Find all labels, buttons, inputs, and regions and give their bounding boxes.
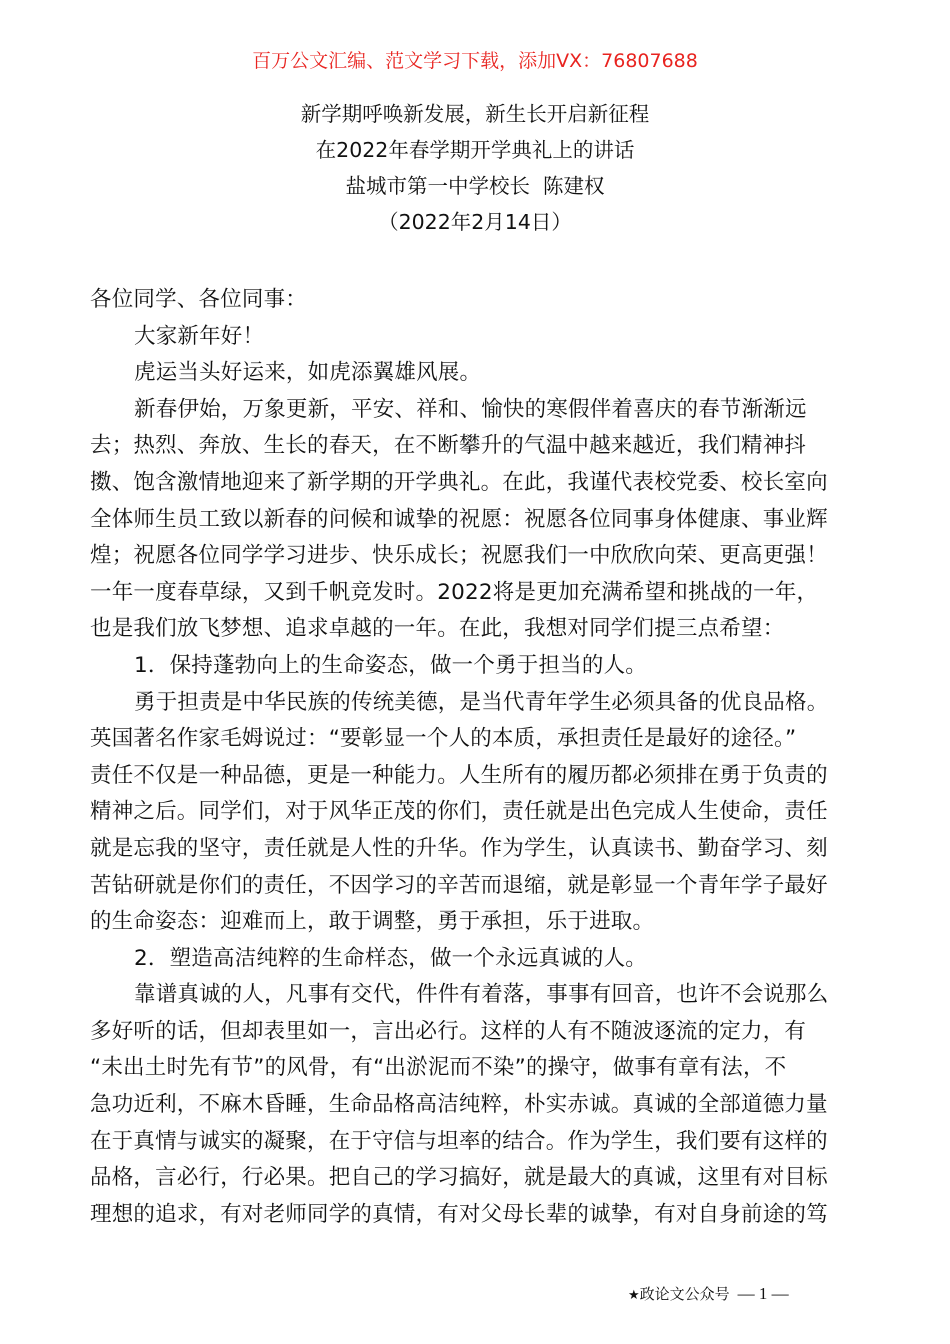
speech-title: 新学期呼唤新发展，新生长开启新征程 [300, 102, 650, 126]
paragraph-line: 靠谱真诚的人，凡事有交代，件件有着落，事事有回音，也许不会说那么 [134, 982, 829, 1008]
section-heading-1: 1．保持蓬勃向上的生命姿态，做一个勇于担当的人。 [134, 652, 647, 678]
paragraph-line: 去；热烈、奔放、生长的春天，在不断攀升的气温中越来越近，我们精神抖 [90, 433, 807, 459]
paragraph-line: 虎运当头好运来，如虎添翼雄风展。 [134, 360, 482, 386]
paragraph-line: 急功近利，不麻木昏睡，生命品格高洁纯粹，朴实赤诚。真诚的全部道德力量 [90, 1092, 828, 1118]
salutation: 各位同学、各位同事： [90, 287, 308, 312]
paragraph-line: 品格，言必行，行必果。把自己的学习搞好，就是最大的真诚，这里有对目标 [90, 1165, 828, 1191]
paragraph-line: 擞、饱含激情地迎来了新学期的开学典礼。在此，我谨代表校党委、校长室向 [90, 469, 828, 495]
watermark-banner: 百万公文汇编、范文学习下载，添加VX：76807688 [252, 50, 698, 72]
paragraph-line: 的生命姿态：迎难而上，敢于调整，勇于承担，乐于进取。 [90, 909, 655, 935]
paragraph-line: 一年一度春草绿，又到千帆竞发时。2022将是更加充满希望和挑战的一年， [90, 579, 819, 605]
paragraph-line: 勇于担责是中华民族的传统美德，是当代青年学生必须具备的优良品格。 [134, 689, 829, 715]
page-footer [628, 1283, 789, 1304]
paragraph-line: 大家新年好！ [134, 323, 265, 349]
paragraph-line: 新春伊始，万象更新，平安、祥和、愉快的寒假伴着喜庆的春节渐渐远 [134, 396, 807, 422]
paragraph-line: “未出土时先有节”的风骨，有“出淤泥而不染”的操守，做事有章有法，不 [90, 1055, 787, 1081]
paragraph-line: 理想的追求，有对老师同学的真情，有对父母长辈的诚挚，有对自身前途的笃 [90, 1201, 828, 1227]
paragraph-line: 精神之后。同学们，对于风华正茂的你们，责任就是出色完成人生使命，责任 [90, 799, 828, 825]
paragraph-line: 苦钻研就是你们的责任，不因学习的辛苦而退缩，就是彰显一个青年学子最好 [90, 872, 828, 898]
paragraph-line: 多好听的话，但却表里如一，言出必行。这样的人有不随波逐流的定力，有 [90, 1018, 807, 1044]
paragraph-line: 煌；祝愿各位同学学习进步、快乐成长；祝愿我们一中欣欣向荣、更高更强！ [90, 543, 828, 569]
paragraph-line: 英国著名作家毛姆说过：“要彰显一个人的本质，承担责任是最好的途径。” [90, 726, 797, 752]
paragraph-line: 责任不仅是一种品德，更是一种能力。人生所有的履历都必须排在勇于负责的 [90, 762, 828, 788]
star-icon: ★ [628, 1288, 640, 1303]
speech-date: （2022年2月14日） [378, 210, 572, 234]
paragraph-line: 也是我们放飞梦想、追求卓越的一年。在此，我想对同学们提三点希望： [90, 616, 785, 642]
title-block [0, 96, 950, 240]
paragraph-line: 全体师生员工致以新春的问候和诚挚的祝愿：祝愿各位同事身体健康、事业辉 [90, 506, 828, 532]
footer-source: 政论文公众号 [639, 1285, 730, 1303]
body-text [90, 282, 862, 1233]
paragraph-line: 在于真情与诚实的凝聚，在于守信与坦率的结合。作为学生，我们要有这样的 [90, 1128, 828, 1154]
section-heading-2: 2．塑造高洁纯粹的生命样态，做一个永远真诚的人。 [134, 945, 647, 971]
page-number: — 1 — [737, 1284, 789, 1303]
speech-subtitle: 在2022年春学期开学典礼上的讲话 [315, 138, 635, 162]
paragraph-line: 就是忘我的坚守，责任就是人性的升华。作为学生，认真读书、勤奋学习、刻 [90, 835, 828, 861]
speech-author: 盐城市第一中学校长 陈建权 [345, 174, 605, 198]
